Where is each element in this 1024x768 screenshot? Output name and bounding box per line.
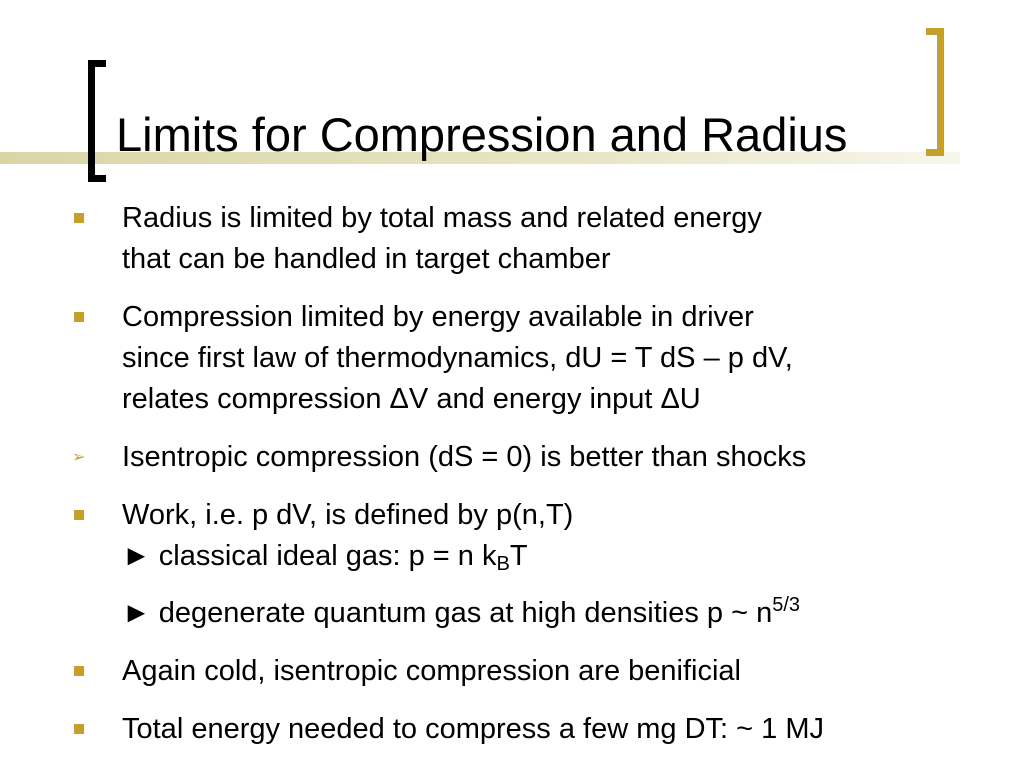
bullet-line: relates compression ΔV and energy input ΔU <box>122 383 701 415</box>
superscript-exponent: 5/3 <box>772 594 801 616</box>
square-bullet-icon <box>74 213 84 223</box>
bullet-list <box>72 198 972 767</box>
sub-bullet-text: ► classical ideal gas: p = n k <box>122 540 497 572</box>
bullet-line: Work, i.e. p dV, is defined by p(n,T) <box>122 499 574 531</box>
square-bullet-icon <box>74 666 84 676</box>
bullet-item-radius <box>72 198 972 280</box>
arrow-bullet-icon: ➢ <box>72 449 86 466</box>
square-bullet-icon <box>74 312 84 322</box>
bullet-item-work <box>72 495 972 634</box>
square-bullet-icon <box>74 510 84 520</box>
bullet-line: since first law of thermodynamics, dU = T dS – p dV, <box>122 342 793 374</box>
bullet-line: Radius is limited by total mass and related energy <box>122 202 762 234</box>
bullet-line: Total energy needed to compress a few mg DT: ~ 1 MJ <box>122 713 824 745</box>
sub-bullet-ideal-gas <box>122 536 972 585</box>
bullet-item-isentropic <box>72 437 972 478</box>
sub-bullet-degenerate-gas <box>122 585 972 634</box>
left-bracket-decoration <box>88 60 106 182</box>
bullet-item-cold-compression <box>72 651 972 692</box>
sub-bullet-text: T <box>509 540 528 572</box>
bullet-line: Again cold, isentropic compression are benificial <box>122 655 741 687</box>
right-bracket-decoration <box>926 28 944 156</box>
square-bullet-icon <box>74 724 84 734</box>
sub-bullet-text: ► degenerate quantum gas at high densities p ~ n <box>122 597 773 629</box>
bullet-item-compression <box>72 297 972 420</box>
subscript-b: B <box>496 553 510 575</box>
bullet-item-total-energy <box>72 709 972 750</box>
slide-title: Limits for Compression and Radius <box>116 108 848 161</box>
bullet-line: Isentropic compression (dS = 0) is better than shocks <box>122 441 807 473</box>
bullet-line: that can be handled in target chamber <box>122 243 611 275</box>
bullet-line: Compression limited by energy available in driver <box>122 301 754 333</box>
